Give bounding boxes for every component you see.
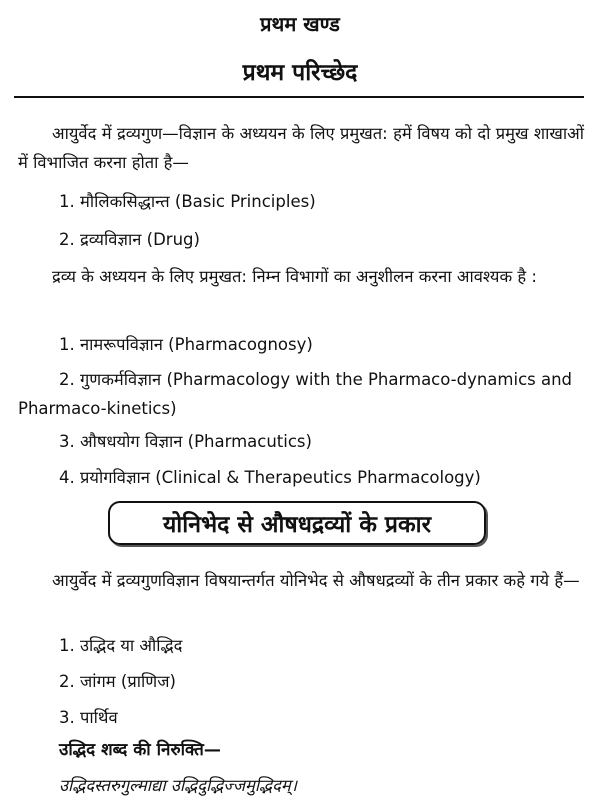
division-item-1: 1. नामरूपविज्ञान (Pharmacognosy): [59, 335, 313, 354]
branch-item-1: 1. मौलिकसिद्धान्त (Basic Principles): [59, 192, 316, 211]
study-paragraph: द्रव्य के अध्ययन के लिए प्रमुखत: निम्न विभागों का अनुशीलन करना आवश्यक है :: [52, 267, 537, 286]
division-item-3: 3. औषधयोग विज्ञान (Pharmacutics): [59, 432, 312, 451]
title-divider: [14, 96, 584, 98]
type-item-1: 1. उद्भिद या औद्भिद: [59, 636, 183, 655]
division-item-2: 2. गुणकर्मविज्ञान (Pharmacology with the Pharmaco-dynamics and Pharmaco-kinetics): [18, 370, 573, 418]
yonibheda-paragraph: आयुर्वेद में द्रव्यगुणविज्ञान विषयान्तर्गत योनिभेद से औषधद्रव्यों के तीन प्रकार कहे गये हैं—: [52, 571, 580, 590]
intro-paragraph: आयुर्वेद में द्रव्यगुण—विज्ञान के अध्ययन के लिए प्रमुखत: हमें विषय को दो प्रमुख शाखाओं में विभाजित करना होता है—: [18, 124, 584, 172]
division-item-4: 4. प्रयोगविज्ञान (Clinical & Therapeutics Pharmacology): [59, 468, 481, 487]
type-item-2: 2. जांगम (प्राणिज): [59, 672, 176, 691]
chapter-title: प्रथम परिच्छेद: [242, 60, 358, 86]
yonibheda-heading: योनिभेद से औषधद्रव्यों के प्रकार: [162, 512, 432, 538]
yonibheda-heading-box: [108, 501, 486, 545]
etymology-heading: उद्भिद शब्द की निरुक्ति—: [59, 740, 221, 760]
branch-item-2: 2. द्रव्यविज्ञान (Drug): [59, 230, 200, 249]
section-title: प्रथम खण्ड: [260, 12, 340, 36]
type-item-3: 3. पार्थिव: [59, 708, 118, 727]
etymology-verse: उद्भिदस्तरुगुल्माद्या उद्भिदुद्भिज्जमुद्भिदम्।: [59, 776, 297, 795]
